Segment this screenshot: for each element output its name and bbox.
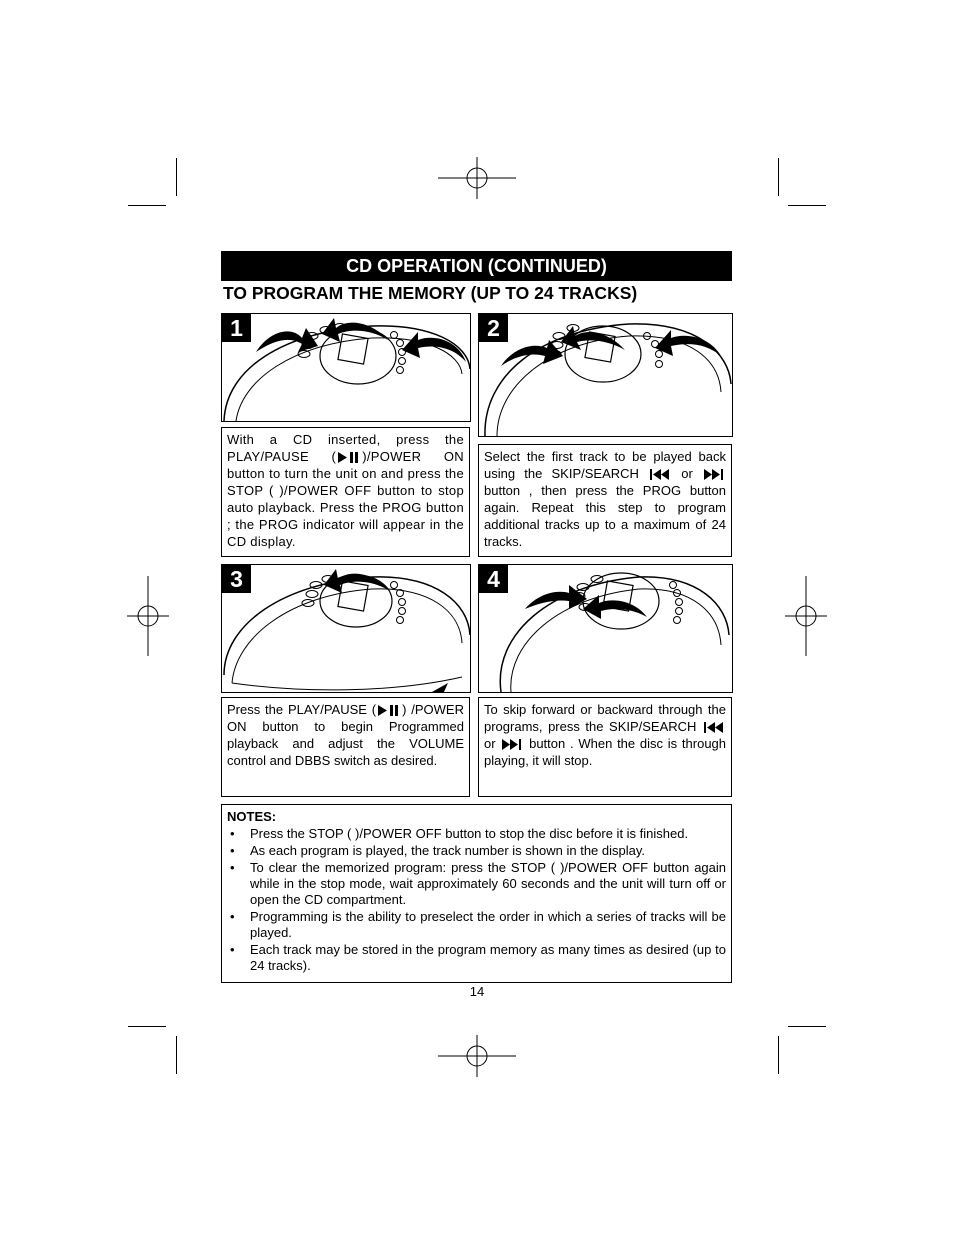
step-2-text-part: Select the first track to be played back using the SKIP/SEARCH — [484, 449, 726, 481]
step-2-text-part: button , then press the PROG button again. Repeat this step to program additional tracks up to a maximum of 24 tracks. — [484, 483, 726, 549]
registration-mark — [785, 576, 827, 656]
step-2-text — [478, 444, 732, 557]
crop-mark — [176, 1036, 177, 1074]
crop-mark — [128, 205, 166, 206]
cd-player-drawing — [479, 565, 732, 692]
cd-player-drawing — [479, 314, 732, 436]
crop-mark — [176, 158, 177, 196]
notes-title: NOTES: — [227, 809, 277, 824]
note-item: • Each track may be stored in the program memory as many times as desired (up to 24 tracks). — [227, 942, 726, 974]
note-item: • Press the STOP ( )/POWER OFF button to stop the disc before it is finished. — [227, 826, 726, 842]
note-item: • As each program is played, the track number is shown in the display. — [227, 843, 726, 859]
skip-back-icon — [704, 722, 724, 733]
curved-arrow-icon — [655, 330, 721, 356]
step-3-text — [221, 697, 470, 797]
play-pause-icon — [338, 452, 360, 463]
step-1-text-part: With a CD inserted, press the PLAY/PAUSE ( — [227, 432, 464, 464]
crop-mark — [778, 158, 779, 196]
step-3-text-part: ) /POWER ON button to begin Programmed playback and adjust the VOLUME control and DBBS switch as desired. — [227, 702, 464, 768]
step-1-number: 1 — [222, 314, 251, 342]
step-3-text-part: Press the PLAY/PAUSE ( — [227, 702, 377, 717]
step-2-illustration — [478, 313, 733, 437]
skip-back-icon — [650, 469, 670, 480]
step-1-text — [221, 427, 470, 557]
curved-arrow-icon — [256, 328, 318, 352]
step-3-illustration — [221, 564, 471, 693]
step-3-number: 3 — [222, 565, 251, 593]
step-4-text-part: button . When the disc is through playing, it will stop. — [484, 736, 727, 768]
page-subtitle: TO PROGRAM THE MEMORY (UP TO 24 TRACKS) — [223, 283, 638, 303]
step-2-text-part: or — [672, 466, 702, 481]
page-number: 14 — [469, 984, 485, 999]
note-item: • Programming is the ability to preselect the order in which a series of tracks will be played. — [227, 909, 726, 941]
step-4-text-part: or — [484, 736, 501, 751]
play-pause-icon — [378, 705, 400, 716]
step-4-number: 4 — [479, 565, 508, 593]
registration-mark — [438, 1035, 516, 1077]
skip-forward-icon — [704, 469, 724, 480]
curved-arrow-icon — [561, 326, 625, 350]
registration-mark — [127, 576, 169, 656]
crop-mark — [128, 1026, 166, 1027]
step-4-text — [478, 697, 732, 797]
cd-player-drawing — [222, 314, 470, 421]
step-4-illustration — [478, 564, 733, 693]
registration-mark — [438, 157, 516, 199]
curved-arrow-icon — [322, 318, 388, 342]
skip-forward-icon — [502, 739, 522, 750]
curved-arrow-icon — [501, 340, 563, 366]
note-item: • To clear the memorized program: press the STOP ( )/POWER OFF button again while in the stop mode, wait approximately 60 seconds and the unit will turn off or open the CD compartment. — [227, 860, 726, 908]
step-2-number: 2 — [479, 314, 508, 342]
section-title: CD OPERATION (CONTINUED) — [221, 251, 732, 281]
crop-mark — [778, 1036, 779, 1074]
cd-player-drawing — [222, 565, 470, 692]
notes-box — [221, 804, 732, 983]
curved-arrow-icon — [402, 332, 466, 362]
step-4-text-part: To skip forward or backward through the programs, press the SKIP/SEARCH — [484, 702, 726, 734]
step-1-illustration — [221, 313, 471, 422]
step-1-text-part: )/POWER ON button to turn the unit on and press the STOP ( )/POWER OFF button to stop auto playback. Press the PROG button ; the PROG indicator will appear in the CD display. — [227, 449, 464, 549]
crop-mark — [788, 1026, 826, 1027]
notes-list — [227, 826, 726, 974]
crop-mark — [788, 205, 826, 206]
